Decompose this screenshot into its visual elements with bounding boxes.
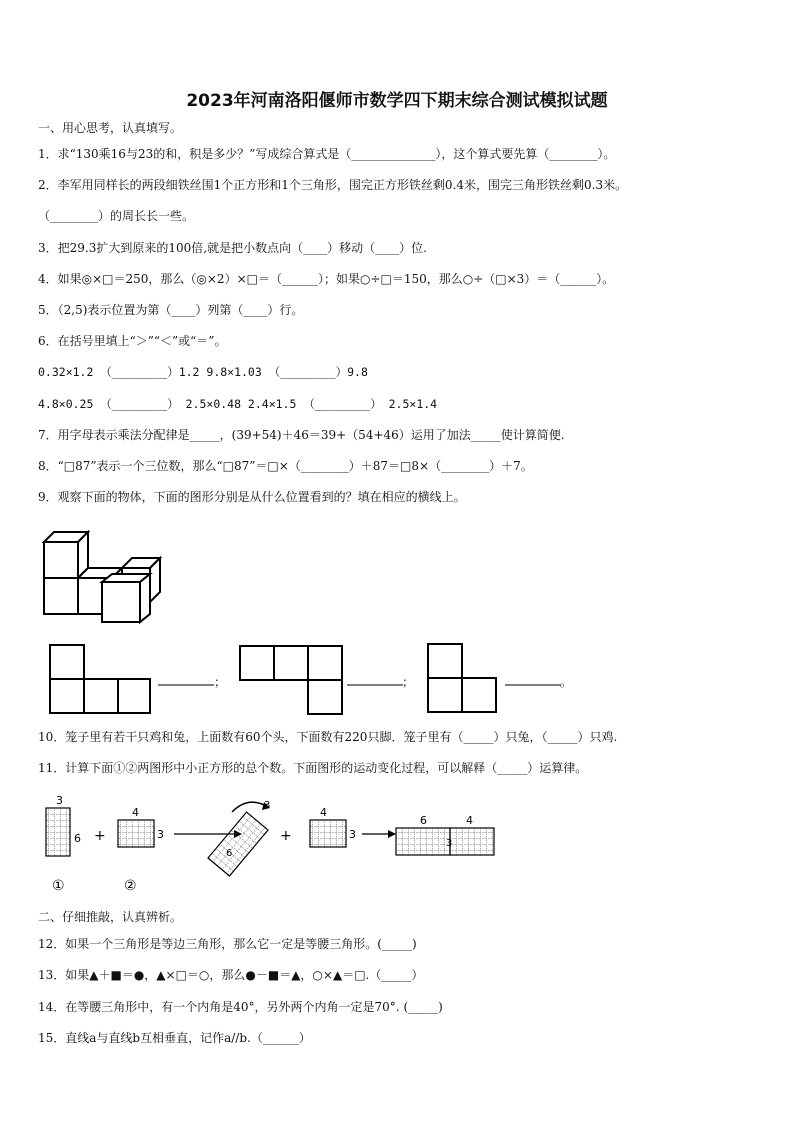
grid-3-height-label: 3 [349,828,356,841]
question-12: 12．如果一个三角形是等边三角形，那么它一定是等腰三角形。(_____) [38,937,417,951]
rotated-grid-label-3: 3 [264,800,271,811]
figure-2-caption: ② [124,878,137,894]
question-8: 8．“□87”表示一个三位数，那么“□87”＝□×（________）＋87＝□8×（________）＋7。 [38,459,533,473]
cube-stack-figure [40,528,165,628]
answer-blank-1[interactable] [158,683,214,687]
grid-motion-figure [36,790,506,898]
question-10: 10．笼子里有若干只鸡和兔，上面数有60个头，下面数有220只脚．笼子里有（_____）只兔，（_____）只鸡. [38,730,618,744]
page-title: 2023年河南洛阳偃师市数学四下期末综合测试模拟试题 [186,91,608,111]
question-13: 13．如果▲＋■＝●，▲×□＝○，那么●－■＝▲，○×▲＝□.（_____） [38,968,424,982]
question-9: 9．观察下面的物体，下面的图形分别是从什么位置看到的？填在相应的横线上。 [38,490,466,504]
rotated-grid-label-6: 6 [226,848,233,859]
question-6: 6．在括号里填上“＞”“＜”或“＝”。 [38,334,227,348]
view-shape-1 [48,643,152,715]
combined-width-label-6: 6 [420,814,427,827]
question-5: 5．（2,5)表示位置为第（____）列第（____）行。 [38,303,304,317]
question-11: 11．计算下面①②两图形中小正方形的总个数。下面图形的运动变化过程，可以解释（_____）运算律。 [38,761,588,775]
question-6-row-1: 0.32×1.2 （________）1.2 9.8×1.03 （________）9.8 [38,365,368,379]
question-14: 14．在等腰三角形中，有一个内角是40°，另外两个内角一定是70°. (_____) [38,1000,443,1014]
view-shape-3 [426,642,498,714]
question-1: 1．求“130乘16与23的和，积是多少？”写成综合算式是（______________），这个算式要先算（________）。 [38,147,616,161]
grid-1-height-label: 6 [74,832,81,845]
question-4: 4．如果◎×□＝250，那么（◎×2）×□＝（______）；如果○÷□＝150，那么○÷（□×3）＝（______）。 [38,272,615,286]
grid-1-width-label: 3 [56,794,63,807]
grid-3-width-label: 4 [320,806,327,819]
combined-height-label: 3 [446,838,453,849]
combined-width-label-4: 4 [466,814,473,827]
question-15: 15．直线a与直线b互相垂直，记作a//b.（______） [38,1031,311,1045]
end-mark: 。 [560,675,573,689]
view-shape-2 [238,644,346,716]
answer-blank-3[interactable] [505,683,561,687]
separator-2: ； [402,675,415,689]
section-heading-1: 一、用心思考，认真填写。 [38,121,183,135]
question-7: 7．用字母表示乘法分配律是_____，(39+54)＋46＝39+（54+46）运用了加法_____使计算简便. [38,428,565,442]
question-2-line-1: 2．李军用同样长的两段细铁丝围1个正方形和1个三角形，围完正方形铁丝剩0.4米，围完三角形铁丝剩0.3米。 [38,178,628,192]
section-heading-2: 二、仔细推敲，认真辨析。 [38,910,183,924]
grid-2-height-label: 3 [157,828,164,841]
separator-1: ； [214,675,227,689]
answer-blank-2[interactable] [347,683,403,687]
plus-sign-2: + [280,828,292,844]
plus-sign-1: + [94,828,106,844]
grid-2-width-label: 4 [132,806,139,819]
question-3: 3．把29.3扩大到原来的100倍,就是把小数点向（____）移动（____）位. [38,241,427,255]
question-2-line-2: （________）的周长长一些。 [38,209,195,223]
question-6-row-2: 4.8×0.25 （________） 2.5×0.48 2.4×1.5 （________） 2.5×1.4 [38,397,438,411]
figure-1-caption: ① [52,878,65,894]
